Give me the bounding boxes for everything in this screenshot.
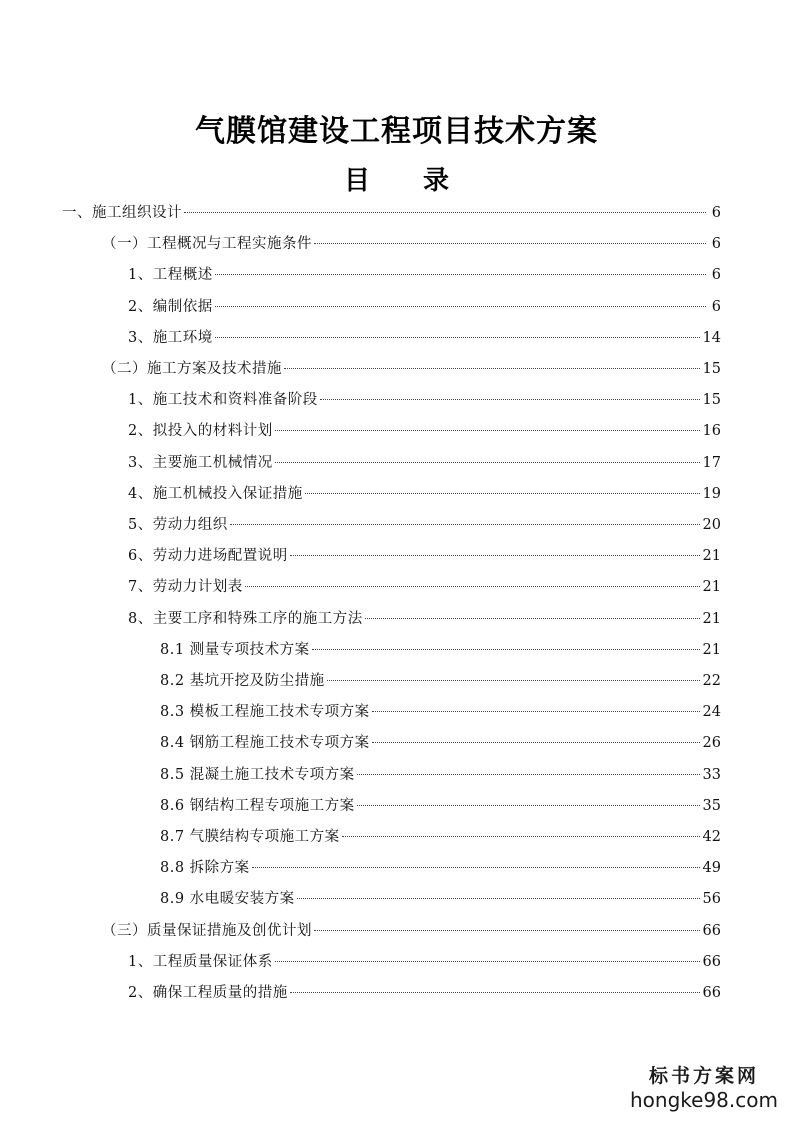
toc-entry-page-number: 42 <box>702 829 721 845</box>
toc-entry[interactable] <box>0 295 721 321</box>
toc-entry[interactable] <box>0 201 721 227</box>
toc-entry-page-number: 26 <box>702 735 721 752</box>
toc-entry-page-number: 24 <box>702 704 721 721</box>
toc-leader-dots <box>284 368 700 369</box>
toc-entry[interactable] <box>0 232 721 258</box>
toc-entry-page-number: 66 <box>702 985 721 1001</box>
watermark-logo <box>629 1064 779 1112</box>
toc-leader-dots <box>215 274 706 275</box>
toc-entry-label: 一、施工组织设计 <box>62 205 182 221</box>
toc-leader-dots <box>290 992 700 993</box>
toc-entry-page-number: 16 <box>702 423 721 440</box>
toc-entry-label: 8.7 气膜结构专项施工方案 <box>160 829 340 845</box>
toc-leader-dots <box>230 524 700 525</box>
toc-entry-label: 3、施工环境 <box>128 329 213 346</box>
toc-entry-label: 1、工程概述 <box>128 267 213 284</box>
toc-entry-page-number: 22 <box>702 673 721 689</box>
toc-entry-page-number: 6 <box>711 298 721 315</box>
toc-entry[interactable] <box>0 326 721 352</box>
toc-entry-page-number: 15 <box>702 392 721 409</box>
toc-entry[interactable] <box>0 388 721 414</box>
toc-entry-label: 8.1 测量专项技术方案 <box>160 641 310 658</box>
toc-leader-dots <box>215 337 700 338</box>
toc-entry-page-number: 35 <box>702 797 721 814</box>
toc-entry[interactable] <box>0 887 721 913</box>
toc-entry-label: 8.8 拆除方案 <box>160 860 250 877</box>
toc-entry-page-number: 15 <box>702 361 721 377</box>
toc-entry-label: 7、劳动力计划表 <box>128 579 243 596</box>
toc-entry-label: 8.9 水电暖安装方案 <box>160 891 295 908</box>
toc-leader-dots <box>252 867 700 868</box>
toc-entry-page-number: 14 <box>702 329 721 346</box>
toc-heading: 目 录 <box>343 166 472 196</box>
toc-entry-page-number: 33 <box>702 766 721 783</box>
toc-entry-label: 2、拟投入的材料计划 <box>128 423 273 440</box>
toc-entry-label: 8.2 基坑开挖及防尘措施 <box>160 673 325 689</box>
toc-entry-page-number: 56 <box>702 891 721 908</box>
toc-leader-dots <box>312 649 700 650</box>
toc-leader-dots <box>372 711 700 712</box>
toc-entry-label: 1、施工技术和资料准备阶段 <box>128 392 318 409</box>
toc-entry-page-number: 66 <box>702 953 721 970</box>
toc-entry[interactable] <box>0 856 721 882</box>
toc-leader-dots <box>245 586 700 587</box>
toc-entry-page-number: 66 <box>702 922 721 939</box>
watermark-url-text: hongke98.com <box>630 1088 778 1112</box>
toc-leader-dots <box>184 212 706 213</box>
toc-entry-label: 2、编制依据 <box>128 298 213 315</box>
toc-entry[interactable] <box>0 482 721 508</box>
toc-entry-label: （三）质量保证措施及创优计划 <box>102 922 312 939</box>
toc-leader-dots <box>275 430 700 431</box>
toc-entry[interactable] <box>0 731 721 757</box>
toc-entry-label: 4、施工机械投入保证措施 <box>128 485 303 502</box>
toc-entry[interactable] <box>0 981 721 1007</box>
toc-entry-label: 8.3 模板工程施工技术专项方案 <box>160 704 370 721</box>
toc-leader-dots <box>297 898 700 899</box>
toc-entry-label: 2、确保工程质量的措施 <box>128 985 288 1001</box>
toc-leader-dots <box>357 805 700 806</box>
toc-entry[interactable] <box>0 825 721 851</box>
toc-entry-page-number: 49 <box>702 860 721 877</box>
toc-entry-label: 1、工程质量保证体系 <box>128 953 273 970</box>
toc-entry-label: （一）工程概况与工程实施条件 <box>102 236 312 253</box>
toc-entry[interactable] <box>0 544 721 570</box>
toc-leader-dots <box>372 742 700 743</box>
toc-entry[interactable] <box>0 763 721 789</box>
toc-entry-page-number: 21 <box>702 610 721 627</box>
toc-leader-dots <box>314 243 706 244</box>
toc-entry[interactable] <box>0 794 721 820</box>
toc-leader-dots <box>357 774 700 775</box>
toc-entry[interactable] <box>0 950 721 976</box>
toc-entry-page-number: 21 <box>702 548 721 565</box>
toc-entry-page-number: 21 <box>702 579 721 596</box>
document-title: 气膜馆建设工程项目技术方案 <box>195 114 598 149</box>
toc-entry-page-number: 17 <box>702 454 721 471</box>
toc-leader-dots <box>320 399 700 400</box>
toc-entry[interactable] <box>0 919 721 945</box>
toc-entry-label: 8.6 钢结构工程专项施工方案 <box>160 797 355 814</box>
toc-entry[interactable] <box>0 638 721 664</box>
toc-entry[interactable] <box>0 700 721 726</box>
toc-entry-label: 6、劳动力进场配置说明 <box>128 548 288 565</box>
toc-entry-page-number: 6 <box>711 205 721 221</box>
toc-entry-label: 3、主要施工机械情况 <box>128 454 273 471</box>
toc-entry-page-number: 21 <box>702 641 721 658</box>
toc-entry[interactable] <box>0 451 721 477</box>
toc-entry-page-number: 6 <box>711 267 721 284</box>
toc-entry-label: 8.5 混凝土施工技术专项方案 <box>160 766 355 783</box>
toc-entry[interactable] <box>0 357 721 383</box>
toc-entry-page-number: 19 <box>702 485 721 502</box>
watermark-cn-text: 标书方案网 <box>648 1065 759 1087</box>
toc-entry[interactable] <box>0 513 721 539</box>
toc-entry-label: 5、劳动力组织 <box>128 517 228 533</box>
toc-leader-dots <box>365 618 700 619</box>
toc-entry-label: （二）施工方案及技术措施 <box>102 361 282 377</box>
toc-leader-dots <box>275 462 700 463</box>
toc-leader-dots <box>290 555 700 556</box>
toc-leader-dots <box>327 680 700 681</box>
toc-leader-dots <box>215 306 706 307</box>
toc-leader-dots <box>314 930 700 931</box>
toc-leader-dots <box>275 961 700 962</box>
toc-leader-dots <box>342 836 700 837</box>
toc-entry[interactable] <box>0 263 721 289</box>
toc-entry-page-number: 20 <box>702 517 721 533</box>
toc-entry[interactable] <box>0 607 721 633</box>
toc-entry-page-number: 6 <box>711 236 721 253</box>
toc-entry[interactable] <box>0 419 721 445</box>
toc-leader-dots <box>305 493 700 494</box>
toc-entry-label: 8、主要工序和特殊工序的施工方法 <box>128 610 363 627</box>
toc-entry[interactable] <box>0 669 721 695</box>
toc-entry[interactable] <box>0 575 721 601</box>
toc-entry-label: 8.4 钢筋工程施工技术专项方案 <box>160 735 370 752</box>
